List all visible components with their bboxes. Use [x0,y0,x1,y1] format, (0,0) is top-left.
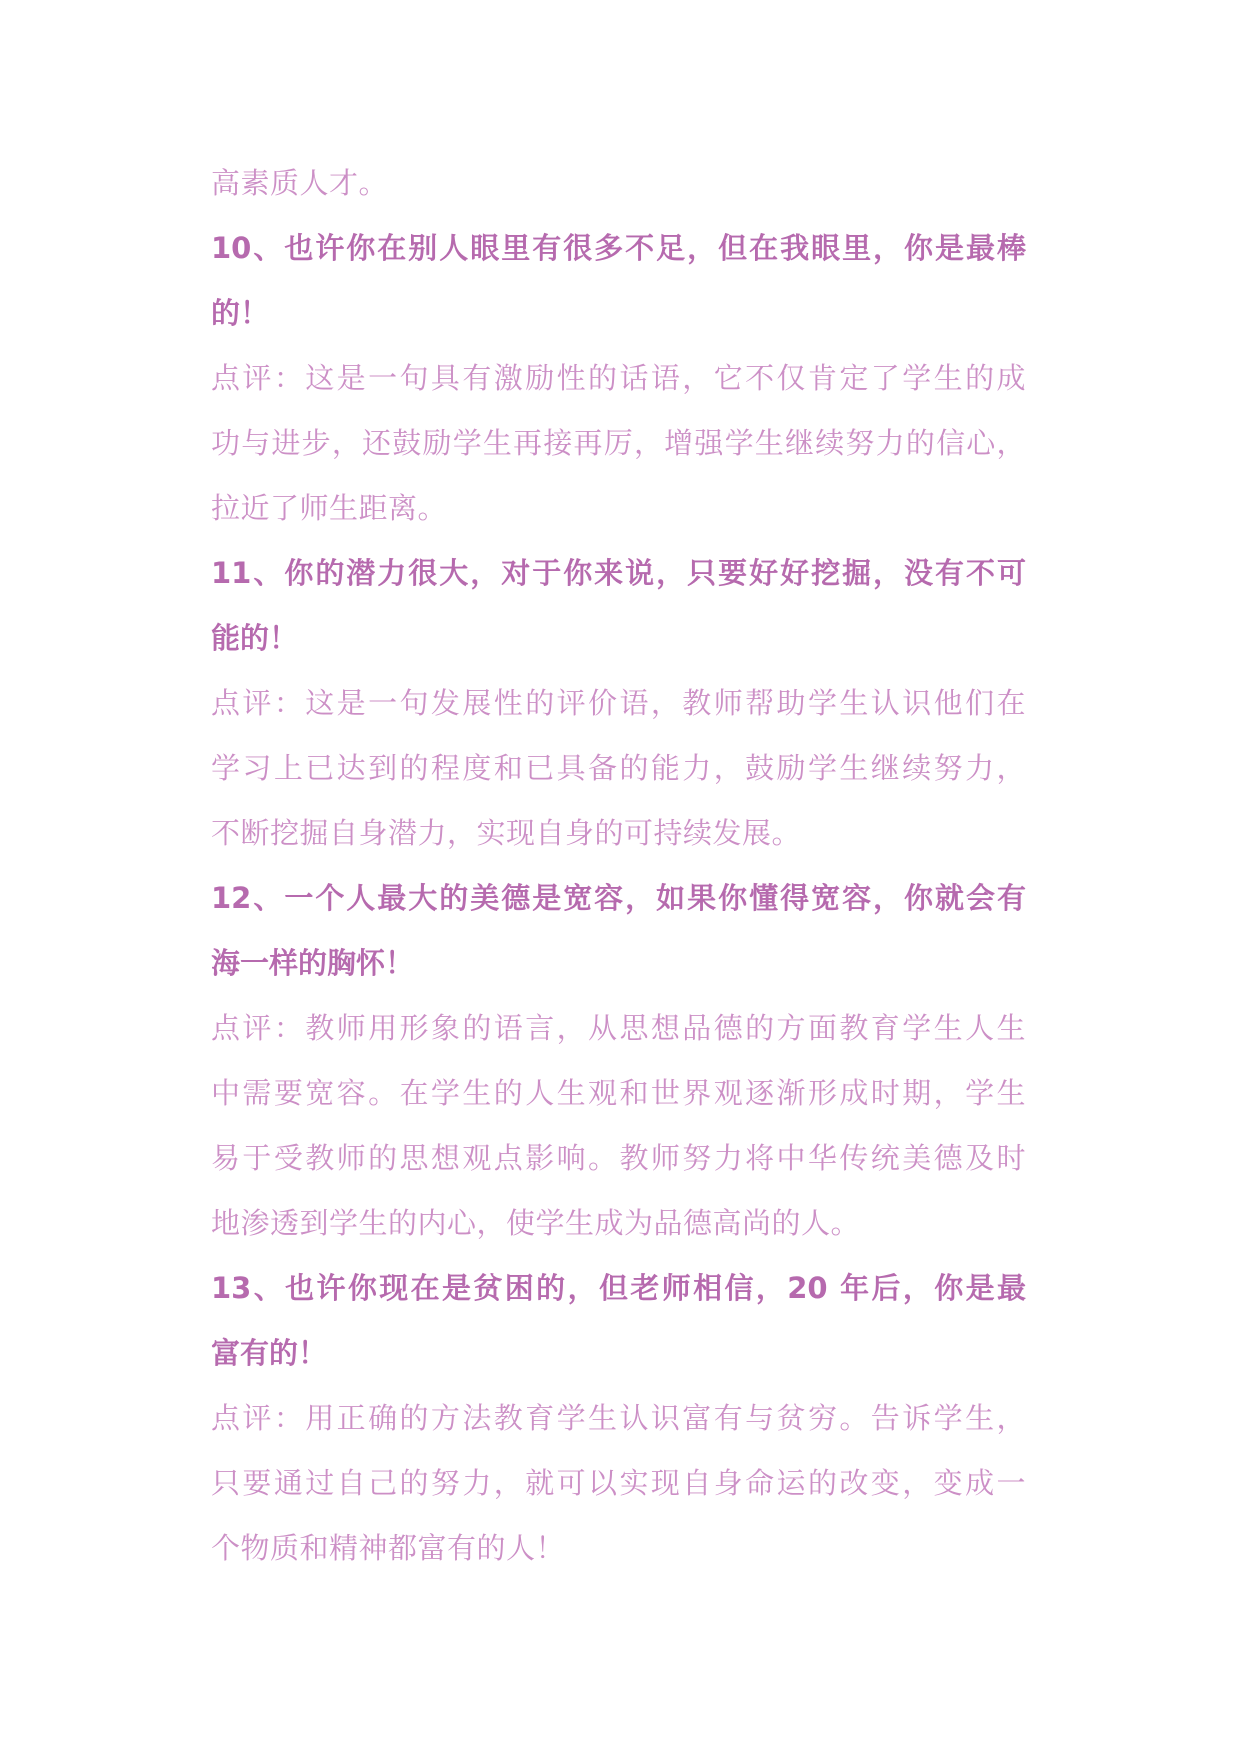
quote-heading-line: 10、也许你在别人眼里有很多不足，但在我眼里，你是最棒 [211,231,1026,265]
comment-line: 中需要宽容。在学生的人生观和世界观逐渐形成时期，学生 [211,1076,1026,1110]
comment-line: 拉近了师生距离。 [211,491,448,525]
quote-heading-line: 13、也许你现在是贫困的，但老师相信，20 年后，你是最 [211,1271,1026,1305]
comment-line: 点评：教师用形象的语言，从思想品德的方面教育学生人生 [211,1011,1026,1045]
comment-line: 功与进步，还鼓励学生再接再厉，增强学生继续努力的信心， [211,426,1026,460]
quote-heading-line: 12、一个人最大的美德是宽容，如果你懂得宽容，你就会有 [211,881,1026,915]
comment-line: 易于受教师的思想观点影响。教师努力将中华传统美德及时 [211,1141,1026,1175]
quote-heading-line: 的！ [211,296,270,330]
comment-line: 点评：这是一句具有激励性的话语，它不仅肯定了学生的成 [211,361,1026,395]
comment-line: 不断挖掘自身潜力，实现自身的可持续发展。 [211,816,802,850]
quote-heading-line: 富有的！ [211,1336,328,1370]
comment-line: 点评：这是一句发展性的评价语，教师帮助学生认识他们在 [211,686,1026,720]
comment-line: 地渗透到学生的内心，使学生成为品德高尚的人。 [211,1206,861,1240]
quote-heading-line: 能的！ [211,621,299,655]
body-line: 高素质人才。 [211,166,389,200]
comment-line: 学习上已达到的程度和已具备的能力，鼓励学生继续努力， [211,751,1026,785]
document-body [211,151,1026,1581]
comment-line: 只要通过自己的努力，就可以实现自身命运的改变，变成一 [211,1466,1026,1500]
quote-heading-line: 海一样的胸怀！ [211,946,415,980]
quote-heading-line: 11、你的潜力很大，对于你来说，只要好好挖掘，没有不可 [211,556,1026,590]
comment-line: 点评：用正确的方法教育学生认识富有与贫穷。告诉学生， [211,1401,1026,1435]
comment-line: 个物质和精神都富有的人！ [211,1531,566,1565]
